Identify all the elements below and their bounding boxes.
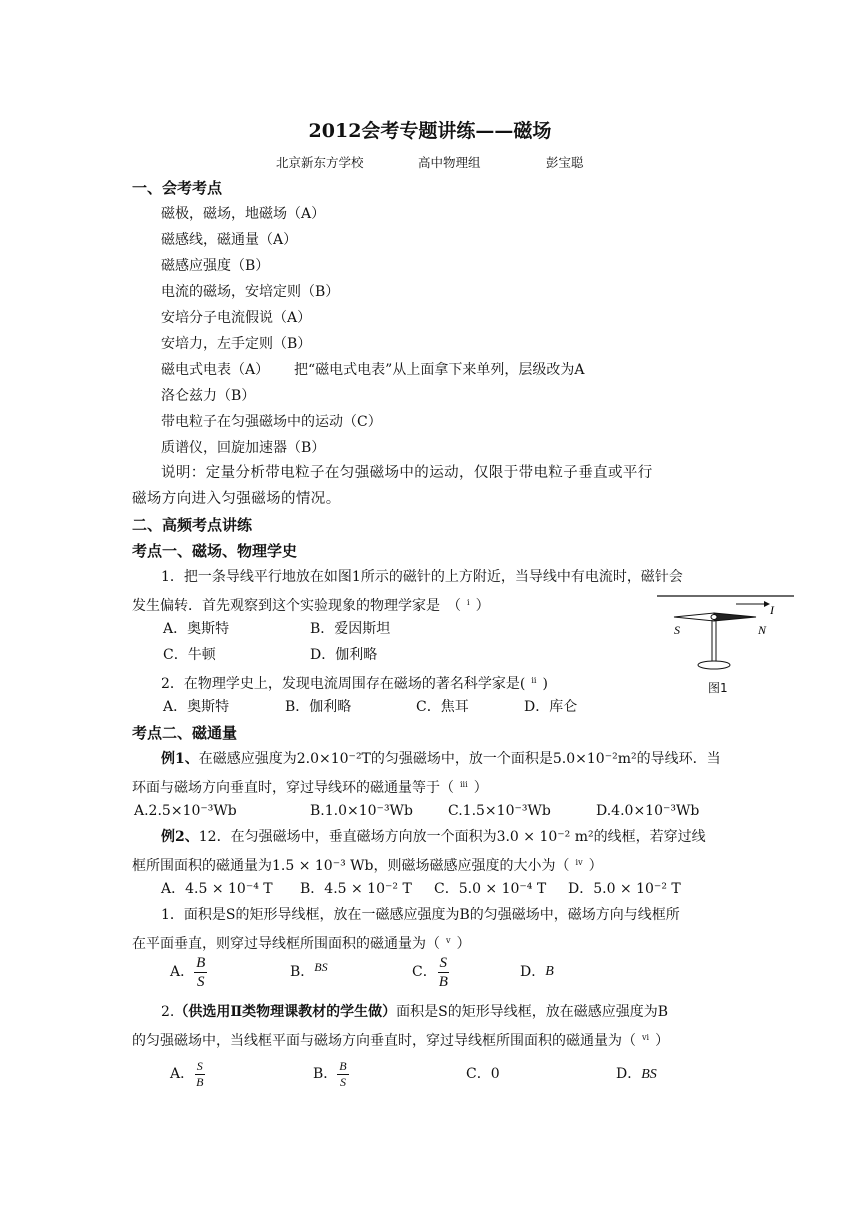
option-a <box>170 951 207 993</box>
denominator: B <box>196 1074 204 1089</box>
example-2-label: 例2、 <box>161 829 199 845</box>
topic2-heading: 考点二、磁通量 <box>132 724 238 742</box>
example-2-close: ） <box>588 858 603 874</box>
stand-base <box>698 661 730 669</box>
option-c: C．牛顿 <box>163 647 216 663</box>
question-2-text: 2．在物理学史上，发现电流周围存在磁场的著名科学家是( <box>161 676 526 692</box>
endnote-ref: iv <box>575 858 583 867</box>
numerator: S <box>196 1058 203 1073</box>
fraction <box>437 955 450 990</box>
exam-point-item: 磁感应强度（B） <box>161 258 270 274</box>
fraction <box>194 1060 205 1089</box>
option-c: C．0 <box>466 1066 500 1082</box>
byline-author: 彭宝聪 <box>546 155 584 170</box>
option-d <box>520 951 554 993</box>
practice-1-line1: 1．面积是S的矩形导线框，放在一磁感应强度为B的匀强磁场中，磁场方向与线框所 <box>161 907 680 923</box>
section1-heading: 一、会考考点 <box>132 179 223 197</box>
practice-1-close: ） <box>456 936 471 952</box>
option-d: D．5.0 × 10⁻² T <box>568 881 681 897</box>
practice-1-text: 在平面垂直，则穿过导线框所围面积的磁通量为（ <box>132 936 440 952</box>
option-d: D．伽利略 <box>310 647 378 663</box>
needle-north-half <box>714 613 756 621</box>
option-label: A． <box>170 1066 195 1082</box>
exam-point-item: 带电粒子在匀强磁场中的运动（C） <box>161 414 382 430</box>
option-b: B．爱因斯坦 <box>310 621 391 637</box>
practice-2-line2 <box>132 1028 669 1051</box>
compass-figure <box>652 592 800 678</box>
section1-note-line1: 说明：定量分析带电粒子在匀强磁场中的运动，仅限于带电粒子垂直或平行 <box>161 465 653 481</box>
needle-pivot <box>711 615 717 620</box>
example-1-line2 <box>132 775 488 798</box>
question-2-close: ) <box>542 676 548 692</box>
endnote-ref: iii <box>460 780 468 789</box>
exam-point-item: 磁极，磁场，地磁场（A） <box>161 206 326 222</box>
example-1-close: ） <box>473 780 488 796</box>
exam-point-item: 电流的磁场，安培定则（B） <box>161 284 340 300</box>
option-b: B．4.5 × 10⁻² T <box>300 881 412 897</box>
numerator: B <box>196 954 206 971</box>
example-2-text: 框所围面积的磁通量为1.5 × 10⁻³ Wb，则磁场磁感应强度的大小为（ <box>132 858 570 874</box>
option-b <box>313 1056 349 1092</box>
denominator: B <box>438 973 448 990</box>
section2-heading: 二、高频考点讲练 <box>132 516 253 534</box>
option-c: C.1.5×10⁻³Wb <box>448 803 551 819</box>
option-a: A．奥斯特 <box>163 699 230 715</box>
denominator: S <box>339 1074 346 1089</box>
option-d <box>616 1064 657 1085</box>
question-1-line1: 1．把一条导线平行地放在如图1所示的磁针的上方附近，当导线中有电流时，磁针会 <box>161 569 683 585</box>
option-a: A．奥斯特 <box>163 621 230 637</box>
option-value: BS <box>314 960 328 974</box>
fraction <box>194 955 207 990</box>
endnote-ref: v <box>446 936 451 945</box>
fraction <box>337 1060 348 1089</box>
option-label: C． <box>412 964 437 980</box>
label-s: S <box>674 623 680 637</box>
numerator: B <box>339 1058 347 1073</box>
exam-point-item: 磁电式电表（A） <box>161 362 270 378</box>
option-b: B.1.0×10⁻³Wb <box>310 803 413 819</box>
example-1-text: 环面与磁场方向垂直时，穿过导线环的磁通量等于（ <box>132 780 454 796</box>
option-d: D．库仑 <box>524 699 578 715</box>
practice-2-close: ） <box>655 1033 670 1049</box>
option-b <box>290 951 328 993</box>
question-2-line <box>161 671 548 694</box>
denominator: S <box>196 973 205 990</box>
option-a: A.2.5×10⁻³Wb <box>134 803 237 819</box>
exam-point-item: 磁感线，磁通量（A） <box>161 232 298 248</box>
option-a: A．4.5 × 10⁻⁴ T <box>161 881 273 897</box>
practice-2-note: （供选用Ⅱ类物理课教材的学生做） <box>174 1004 397 1020</box>
option-a <box>170 1056 205 1092</box>
option-b: B．伽利略 <box>285 699 352 715</box>
numerator: S <box>439 954 448 971</box>
byline-school: 北京新东方学校 <box>276 155 364 170</box>
practice-2-text: 的匀强磁场中，当线框平面与磁场方向垂直时，穿过导线框所围面积的磁通量为（ <box>132 1033 636 1049</box>
practice-2-line1 <box>161 1002 668 1022</box>
exam-point-item: 安培分子电流假说（A） <box>161 310 312 326</box>
byline-group: 高中物理组 <box>418 155 481 170</box>
example-1-label: 例1、 <box>161 751 199 767</box>
label-n: N <box>758 623 767 637</box>
option-value: B <box>545 964 554 979</box>
option-label: B． <box>290 964 315 980</box>
question-1-line2 <box>132 593 490 616</box>
exam-point-item: 安培力，左手定则（B） <box>161 336 312 352</box>
practice-2-number: 2. <box>161 1004 175 1020</box>
option-label: D． <box>520 964 546 980</box>
option-label: B． <box>313 1066 338 1082</box>
topic1-heading: 考点一、磁场、物理学史 <box>132 542 298 560</box>
practice-2-text: 面积是S的矩形导线框，放在磁感应强度为B <box>396 1004 669 1020</box>
exam-point-item: 洛仑兹力（B） <box>161 388 256 404</box>
example-2-line1 <box>161 827 706 847</box>
editor-note: 把“磁电式电表”从上面拿下来单列，层级改为A <box>294 362 585 378</box>
example-1-text: 在磁感应强度为2.0×10⁻²T的匀强磁场中，放一个面积是5.0×10⁻²m²的导线环．当 <box>198 751 721 767</box>
exam-point-item: 质谱仪，回旋加速器（B） <box>161 440 326 456</box>
option-value: BS <box>641 1067 657 1082</box>
option-label: A． <box>170 964 195 980</box>
endnote-ref: i <box>467 598 470 607</box>
example-2-text: 12．在匀强磁场中，垂直磁场方向放一个面积为3.0 × 10⁻² m²的线框，若穿过线 <box>198 829 706 845</box>
page-title: 2012会考专题讲练——磁场 <box>308 120 552 142</box>
example-2-line2 <box>132 853 603 876</box>
current-label: I <box>770 603 774 617</box>
endnote-ref: ii <box>531 676 537 685</box>
figure-caption: 图1 <box>708 681 728 695</box>
option-label: D． <box>616 1066 642 1082</box>
example-1-line1 <box>161 749 721 769</box>
question-1-text: 发生偏转．首先观察到这个实验现象的物理学家是 （ <box>132 598 461 614</box>
option-c <box>412 951 450 993</box>
option-c: C．焦耳 <box>416 699 469 715</box>
needle-south-half <box>674 613 714 621</box>
endnote-ref: vi <box>642 1033 650 1042</box>
question-1-close: ） <box>475 598 490 614</box>
section1-note-line2: 磁场方向进入匀强磁场的情况。 <box>132 491 341 507</box>
option-d: D.4.0×10⁻³Wb <box>596 803 700 819</box>
option-c: C．5.0 × 10⁻⁴ T <box>434 881 547 897</box>
